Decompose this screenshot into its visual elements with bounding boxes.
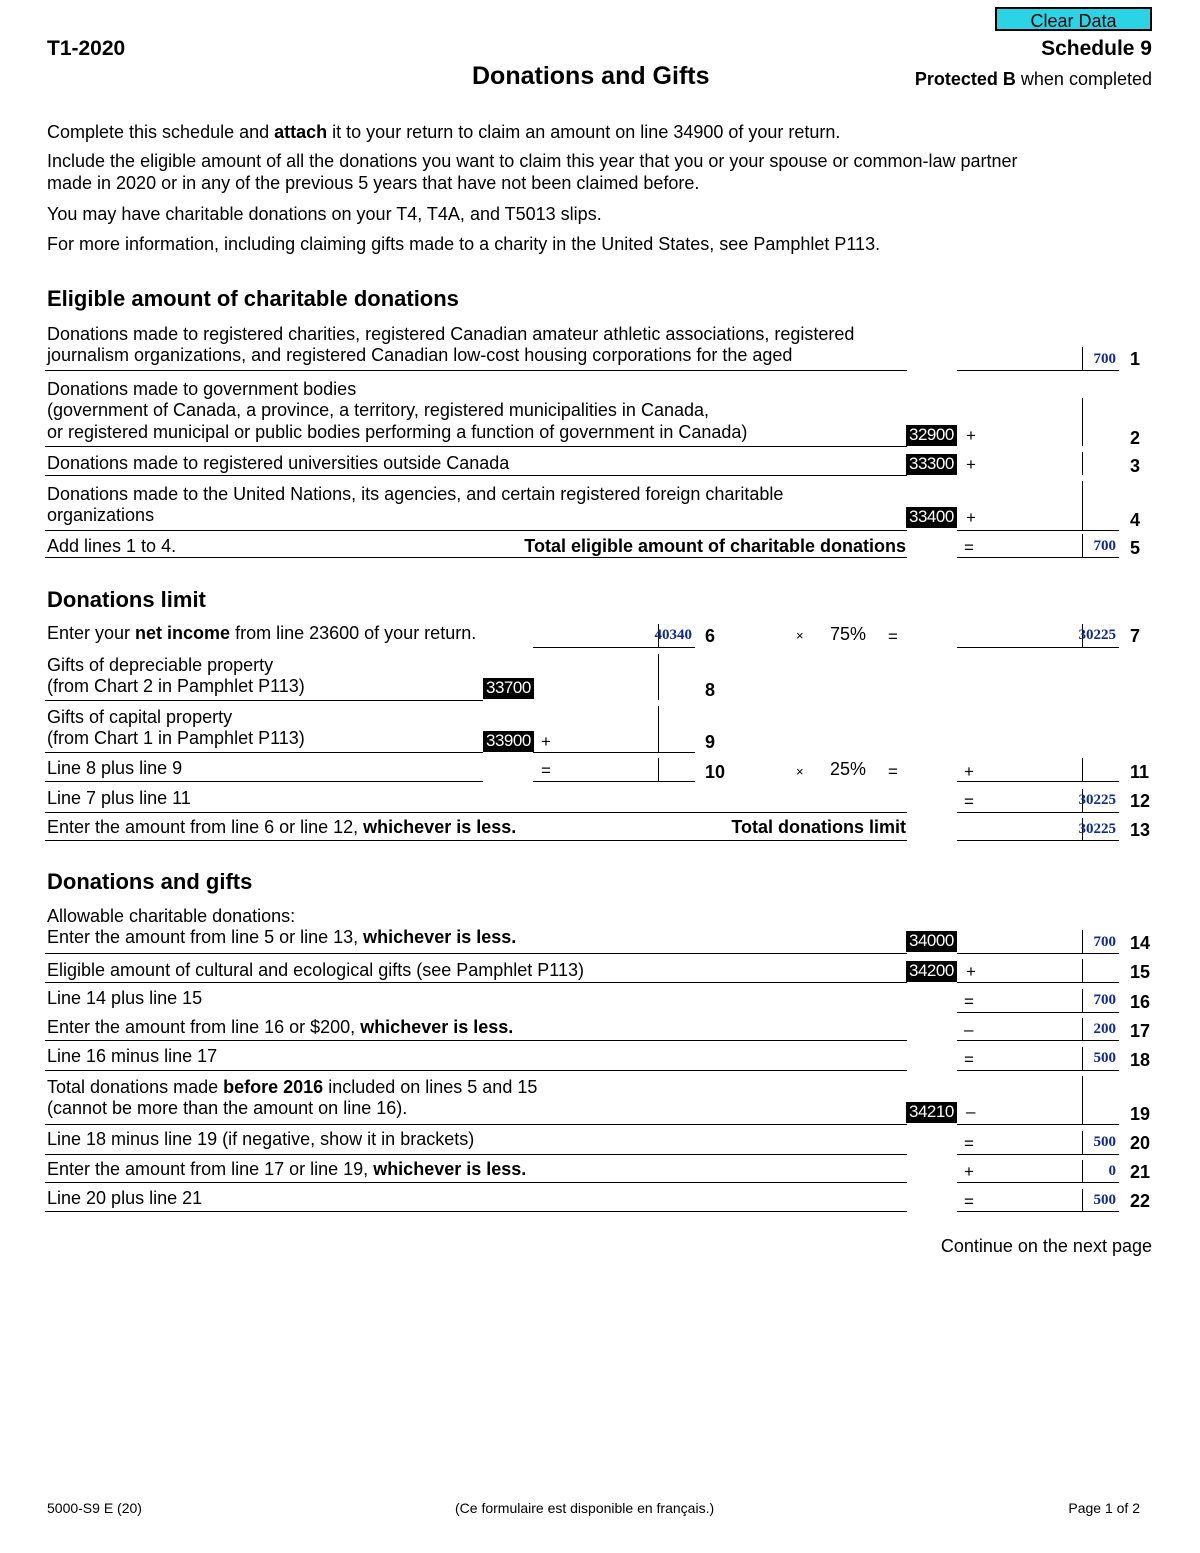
plus-sign: + [541, 732, 551, 751]
line18-amount[interactable]: 500 [1093, 1050, 1116, 1066]
line3-text: Donations made to registered universities outside Canada [47, 453, 510, 473]
plus-sign: + [966, 426, 976, 445]
line14-text-a: Allowable charitable donations: [47, 906, 296, 926]
line-number-9: 9 [705, 732, 716, 752]
line-number-16: 16 [1130, 992, 1151, 1012]
line-number-22: 22 [1130, 1191, 1151, 1211]
line2-text-c: or registered municipal or public bodies performing a function of government in Canada) [47, 422, 748, 442]
intro-p3: You may have charitable donations on your T4, T4A, and T5013 slips. [47, 204, 602, 224]
line-number-7: 7 [1130, 626, 1141, 646]
line8-text-b: (from Chart 2 in Pamphlet P113) [47, 676, 305, 696]
line17-amount[interactable]: 200 [1093, 1021, 1116, 1037]
line-number-19: 19 [1130, 1104, 1151, 1124]
line1-amount[interactable]: 700 [1093, 351, 1116, 367]
line-number-1: 1 [1130, 349, 1141, 369]
line18-text: Line 16 minus line 17 [47, 1046, 218, 1066]
line7-amount[interactable]: 30225 [1078, 627, 1116, 643]
intro-p4: For more information, including claiming gifts made to a charity in the United States, see Pamphlet P113. [47, 234, 881, 254]
line9-text-a: Gifts of capital property [47, 707, 233, 727]
footer-french-note: (Ce formulaire est disponible en français.) [455, 1500, 715, 1516]
continue-note: Continue on the next page [940, 1236, 1152, 1256]
line10-text: Line 8 plus line 9 [47, 758, 183, 778]
line5-total-label: Total eligible amount of charitable donations [524, 536, 906, 556]
form-id: T1-2020 [47, 37, 126, 60]
line-number-3: 3 [1130, 456, 1141, 476]
line-number-20: 20 [1130, 1133, 1151, 1153]
minus-sign: – [964, 1020, 974, 1039]
line6-amount[interactable]: 40340 [654, 627, 692, 643]
plus-sign: + [966, 455, 976, 474]
line22-amount[interactable]: 500 [1093, 1192, 1116, 1208]
line5-text: Add lines 1 to 4. [47, 536, 177, 556]
line-code-34000: 34000 [906, 931, 957, 952]
line-code-33400: 33400 [906, 507, 957, 528]
line16-amount[interactable]: 700 [1093, 992, 1116, 1008]
footer-page-number: Page 1 of 2 [1068, 1500, 1140, 1516]
line-number-10: 10 [705, 762, 726, 782]
line-number-15: 15 [1130, 962, 1151, 982]
line4-text-a: Donations made to the United Nations, its agencies, and certain registered foreign charitable [47, 484, 784, 504]
line4-text-b: organizations [47, 505, 155, 525]
line16-text: Line 14 plus line 15 [47, 988, 203, 1008]
line-code-32900: 32900 [906, 425, 957, 446]
line17-text: Enter the amount from line 16 or $200, whichever is less. [47, 1017, 514, 1037]
section-heading-gifts: Donations and gifts [47, 869, 253, 894]
line2-text-b: (government of Canada, a province, a territory, registered municipalities in Canada, [47, 400, 710, 420]
equals-sign: = [964, 1050, 974, 1069]
equals-sign: = [964, 538, 974, 557]
line1-text-b: journalism organizations, and registered Canadian low-cost housing corporations for the aged [47, 345, 793, 365]
equals-sign: = [888, 762, 898, 781]
line-number-21: 21 [1130, 1162, 1151, 1182]
line12-text: Line 7 plus line 11 [47, 788, 191, 808]
line-number-13: 13 [1130, 820, 1151, 840]
page-title: Donations and Gifts [472, 62, 710, 90]
equals-sign: = [964, 992, 974, 1011]
footer-form-code: 5000-S9 E (20) [47, 1500, 142, 1516]
line12-amount[interactable]: 30225 [1078, 792, 1116, 808]
percent-75: 75% [830, 624, 867, 644]
line6-text: Enter your net income from line 23600 of your return. [47, 623, 477, 643]
times-sign: × [796, 764, 804, 779]
line-code-34200: 34200 [906, 961, 957, 982]
line14-amount[interactable]: 700 [1093, 934, 1116, 950]
line19-text-b: (cannot be more than the amount on line 16). [47, 1098, 408, 1118]
line20-text: Line 18 minus line 19 (if negative, show it in brackets) [47, 1129, 475, 1149]
percent-25: 25% [830, 759, 867, 779]
line-number-12: 12 [1130, 791, 1151, 811]
line-code-33900: 33900 [483, 731, 534, 752]
times-sign: × [796, 628, 804, 643]
line13-total-label: Total donations limit [731, 817, 906, 837]
line19-text-a: Total donations made before 2016 included on lines 5 and 15 [47, 1077, 538, 1097]
equals-sign: = [964, 1134, 974, 1153]
equals-sign: = [888, 627, 898, 646]
line22-text: Line 20 plus line 21 [47, 1188, 203, 1208]
line21-text: Enter the amount from line 17 or line 19, whichever is less. [47, 1159, 527, 1179]
line-code-34210: 34210 [906, 1102, 957, 1123]
line2-text-a: Donations made to government bodies [47, 379, 357, 399]
line13-amount[interactable]: 30225 [1078, 821, 1116, 837]
plus-sign: + [964, 1162, 974, 1181]
intro-p2-line2: made in 2020 or in any of the previous 5 years that have not been claimed before. [47, 173, 700, 193]
minus-sign: – [966, 1102, 976, 1121]
line-number-17: 17 [1130, 1021, 1151, 1041]
line-number-6: 6 [705, 626, 716, 646]
line14-text-b: Enter the amount from line 5 or line 13, whichever is less. [47, 927, 517, 947]
line15-text: Eligible amount of cultural and ecological gifts (see Pamphlet P113) [47, 960, 584, 980]
line5-amount[interactable]: 700 [1093, 538, 1116, 554]
schedule-number: Schedule 9 [1041, 37, 1152, 60]
line1-text-a: Donations made to registered charities, registered Canadian amateur athletic associations, registered [47, 324, 855, 344]
line-number-2: 2 [1130, 428, 1141, 448]
intro-p2-line1: Include the eligible amount of all the donations you want to claim this year that you or your spouse or common-law partner [47, 151, 1018, 171]
equals-sign: = [964, 792, 974, 811]
plus-sign: + [966, 962, 976, 981]
line-number-14: 14 [1130, 933, 1151, 953]
line9-text-b: (from Chart 1 in Pamphlet P113) [47, 728, 305, 748]
clear-data-button[interactable]: Clear Data [995, 7, 1152, 31]
line-number-4: 4 [1130, 510, 1141, 530]
equals-sign: = [541, 761, 551, 780]
line20-amount[interactable]: 500 [1093, 1134, 1116, 1150]
line-number-5: 5 [1130, 538, 1141, 558]
intro-p1: Complete this schedule and attach it to your return to claim an amount on line 34900 of your return. [47, 122, 841, 142]
line-number-8: 8 [705, 680, 716, 700]
plus-sign: + [964, 762, 974, 781]
equals-sign: = [964, 1192, 974, 1211]
section-heading-limit: Donations limit [47, 587, 206, 612]
protected-note: Protected B when completed [914, 69, 1152, 89]
line13-text: Enter the amount from line 6 or line 12, whichever is less. [47, 817, 517, 837]
section-heading-eligible: Eligible amount of charitable donations [47, 286, 459, 311]
line8-text-a: Gifts of depreciable property [47, 655, 274, 675]
line21-amount[interactable]: 0 [1108, 1163, 1116, 1179]
line-number-11: 11 [1130, 762, 1150, 782]
line-code-33300: 33300 [906, 454, 957, 475]
line-code-33700: 33700 [483, 678, 534, 699]
line-number-18: 18 [1130, 1050, 1151, 1070]
plus-sign: + [966, 508, 976, 527]
